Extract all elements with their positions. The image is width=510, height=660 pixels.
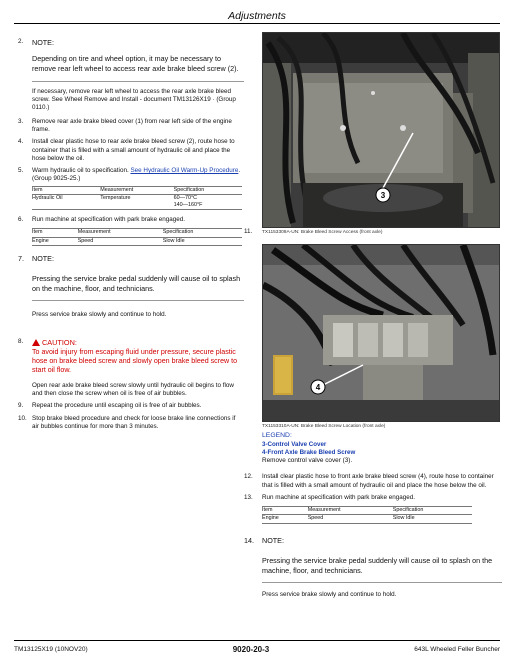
section-title: Adjustments [228, 10, 286, 22]
step-2: 2. NOTE: [18, 38, 54, 47]
figure-instruction: Remove control valve cover (3). [262, 457, 353, 464]
machine-photo-location [263, 245, 500, 422]
warning-triangle-icon [32, 339, 40, 346]
step-9: 9. Repeat the procedure until escaping oil is free of air bubbles. [18, 402, 202, 410]
step-7-text: Press service brake slowly and continue to hold. [32, 311, 167, 319]
spec-table-hydraulic: Item Measurement Specification Hydraulic Oil Temperature 60—70°C 140—160°F [32, 186, 242, 210]
note-label: NOTE: [32, 38, 54, 47]
footer-machine: 643L Wheeled Feller Buncher [414, 646, 500, 653]
step-7: 7. NOTE: [18, 253, 54, 263]
step-8: 8. CAUTION: [18, 337, 77, 347]
note-block [32, 48, 244, 81]
legend-item-4: 4-Front Axle Brake Bleed Screw [262, 448, 356, 456]
note-text: Pressing the service brake pedal suddenly will cause oil to splash on the machine, floor, and technicians. [262, 555, 493, 575]
note-label: NOTE: [262, 535, 284, 545]
spec-table-engine-2: Item Measurement Specification Engine Speed Slow Idle [262, 506, 472, 523]
page-header [14, 6, 500, 24]
step-6: 6. Run machine at specification with park brake engaged. [18, 216, 185, 224]
figure-caption-2: TX1153310A-UN: Brake Bleed Screw Location (front axle) [262, 424, 386, 430]
figure-brake-bleed-access [262, 32, 500, 228]
step-4: 4. Install clear plastic hose to rear axle brake bleed screw (2), route hose to container that is filled with a small amount of hydraulic oil and place the hose below the oil. [18, 138, 235, 162]
note-block [32, 266, 244, 301]
spec-table-engine-1: Item Measurement Specification Engine Speed Slow Idle [32, 228, 242, 245]
step-5: 5. Warm hydraulic oil to specification. See Hydraulic Oil Warm-Up Procedure. (Group 9025-25.) [18, 167, 241, 183]
legend-item-3: 3-Control Valve Cover [262, 440, 327, 448]
note-text: Depending on tire and wheel option, it may be necessary to remove rear left wheel to access rear axle brake bleed screw (2). [32, 54, 239, 74]
step-14-text: Press service brake slowly and continue to hold. [262, 591, 397, 599]
step-14: 14. NOTE: [244, 535, 284, 545]
step-2-text: If necessary, remove rear left wheel to access the rear axle brake bleed screw. See Wheel Remove and Install - document TM13126X19 · (Group 0110.) [32, 87, 236, 112]
footer-page-number: 9020-20-3 [232, 645, 270, 654]
figure-caption-1: TX1153309A-UN: Brake Bleed Screw Access (front axle) [262, 230, 383, 235]
note-label: NOTE: [32, 253, 54, 263]
step-3: 3. Remove rear axle brake bleed cover (1) from rear left side of the engine frame. [18, 117, 232, 133]
step-13: 13. Run machine at specification with park brake engaged. [244, 494, 415, 502]
page-footer [14, 640, 500, 656]
legend-title: LEGEND: [262, 431, 292, 439]
caution-text: To avoid injury from escaping fluid under pressure, secure plastic hose on brake bleed screw and slowly open brake bleed screw to start oil flow. [32, 347, 238, 375]
machine-photo-access [263, 33, 500, 228]
warm-up-procedure-link[interactable]: See Hydraulic Oil Warm-Up Procedure [130, 167, 239, 175]
step-12: 12. Install clear plastic hose to front axle brake bleed screw (4), route hose to container that is filled with a small amount of hydraulic oil and place the hose below the oil. [244, 473, 494, 489]
caution-label: CAUTION: [42, 337, 77, 347]
left-column [18, 38, 244, 435]
footer-doc-id: TM13125X19 (10NOV20) [14, 646, 88, 653]
note-text: Pressing the service brake pedal suddenly will cause oil to splash on the machine, floor, and technicians. [32, 273, 241, 293]
note-block [262, 548, 502, 583]
right-column [244, 32, 502, 600]
figure-brake-bleed-location [262, 244, 500, 422]
callout-3: 3 [380, 191, 386, 200]
step-8-text: Open rear axle brake bleed screw slowly until hydraulic oil begins to flow and then close the screw when oil is free of air bubbles. [32, 381, 234, 397]
step-10: 10. Stop brake bleed procedure and check for loose brake line connections if air bubbles continue for more than 3 minutes. [18, 414, 236, 430]
step-11-number: 11. [244, 228, 253, 235]
callout-4: 4 [315, 383, 321, 393]
